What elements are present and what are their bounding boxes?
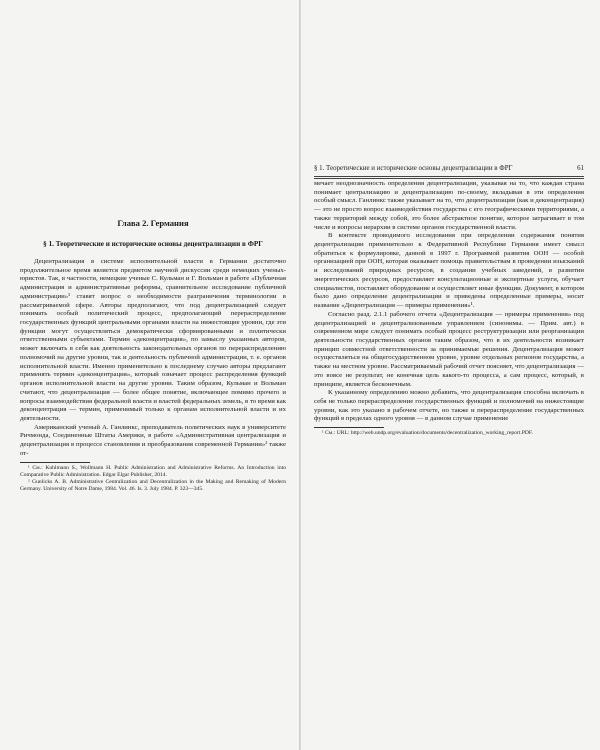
chapter-title: Глава 2. Германия (117, 218, 189, 228)
paragraph: Децентрализация в системе исполнительной власти в Германии достаточно продолжительное время является предметом научной дискуссии среди немецких ученых-юристов. Так, в частности, немецкие ученые С. Кульман и Г. Вольман в работе «Публичная администрация и административные реформы, сравнительное исследование публичной администрации»¹ ставят вопрос о необходимости разграничения терминологии в рассматриваемой сфере. Авторы предполагают, что под децентрализацией следует понимать особый политический процесс, предполагающий перераспределение государственных функций центральными органами власти на нижестоящие уровни, где эти функции могут осуществляться демократически сформированными и политически ответственными субъектами. Термин «деконцентрация», по замыслу указанных авторов, может включать в себя как деятельность законодательных органов по перераспределению полномочий на другие уровни, так и деятельность публичной администрации, т. е. органов исполнительной власти. Именно применительно к последнему случаю авторы предлагают применять термин «деконцентрация», который означает процесс распределения функций органов исполнительной власти на другие уровни. Таким образом, Кульман и Вольман считают, что децентрализация — более общее понятие, включающее помимо прочего и вопросы взаимодействия федеральной власти и властей федеральных земель, в то время как деконцентрация — термин, применимый только к органам исполнительной власти и их деятельности. (20, 258, 286, 422)
section-title: § 1. Теоретические и исторические основы децентрализации в ФРГ (43, 240, 263, 248)
paragraph: мечает неоднозначность определения децентрализации, указывая на то, что каждая страна понимает централизацию и децентрализацию по-своему, вкладывая в эти определения особый смысл. Ганлинкс также указывает на то, что децентрализация (как и деконцентрация) — это не просто вопрос взаимодействия государства с его географическими территориями, а также территорий между собой, это более абстрактное понятие, которое затрагивает в том числе и вопросы иерархии в системе органов государственной власти. (314, 180, 584, 231)
paragraph: К указанному определению можно добавить, что децентрализация способна включать в себя не только перераспределение государственных функций и полномочий на нижестоящие уровни, как это указано в рабочем отчете, но также и перераспределение государственных функций в пределах одного уровня — в данном случае применение (314, 389, 584, 423)
paragraph: Согласно разд. 2.1.1 рабочего отчета «Децентрализация — примеры применения» под децентрализацией и децентрализованным управлением (синонимы. — Прим. авт.) в современном мире следует понимать особый процесс реструктуризации или реорганизации деятельности государственных органов таким образом, что в их деятельности возникает принцип совместной ответственности за принимаемые решения. Децентрализация может осуществляться на общегосударственном уровне, уровне отдельных регионов государства, а также на местном уровне. Рассматриваемый рабочий отчет поясняет, что децентрализация — это вовсе не результат, не конечная цель какого-то процесса, а сам процесс, который, в принципе, является бесконечным. (314, 310, 584, 388)
paragraph: В контексте проводимого исследования при определении содержания понятия децентрализации применительно к Федеративной Республике Германия имеет смысл обратиться к формулировке, данной в 1997 г. Программой развития ООН — особой организацией при ООН, которая оказывает помощь правительствам в проведении изысканий и исследований природных ресурсов, в создании учебных заведений, в развитии энергетических ресурсов, предоставляет консультационные и экспертные услуги, обучает специалистов, поставляет оборудование и осуществляет иные функции. Документ, в котором было дано определение децентрализации и приведены определенные примеры, носит название «Децентрализация — примеры применения»¹. (314, 232, 584, 310)
footnote: ² Gunlicks A. B. Administrative Centralization and Decentralization in the Making and Remaking of Modern Germany. University of Notre Dame, 1984. Vol. 46. Is. 3. July 1984. P. 323—345. (20, 478, 286, 492)
footnote: ¹ См.: Kuhlmann S., Wollmann H. Public Administration and Administrative Reforms. An Introduction into Comparative Public Administration. Edgar Elgar Publisher, 2014. (20, 464, 286, 478)
left-page-text (20, 218, 286, 493)
footnote: ¹ См.: URL: http://web.undp.org/evaluation/documents/decentralization_working_report.PDF. (322, 430, 533, 437)
paragraph: Американский ученый А. Ганлинкс, преподаватель политических наук в университете Ричмонда, Соединенные Штаты Америки, в работе «Административная централизация и децентрализация в процессе становления и преобразования современной Германии»² также от- (20, 423, 286, 457)
page-number: 61 (577, 165, 584, 172)
right-page-text (314, 180, 584, 437)
running-head (314, 164, 584, 175)
footnote-separator (20, 462, 90, 463)
running-head-title: § 1. Теоретические и исторические основы децентрализации в ФРГ (314, 165, 513, 172)
footnote-separator (314, 427, 384, 428)
running-head-rule (314, 178, 584, 179)
